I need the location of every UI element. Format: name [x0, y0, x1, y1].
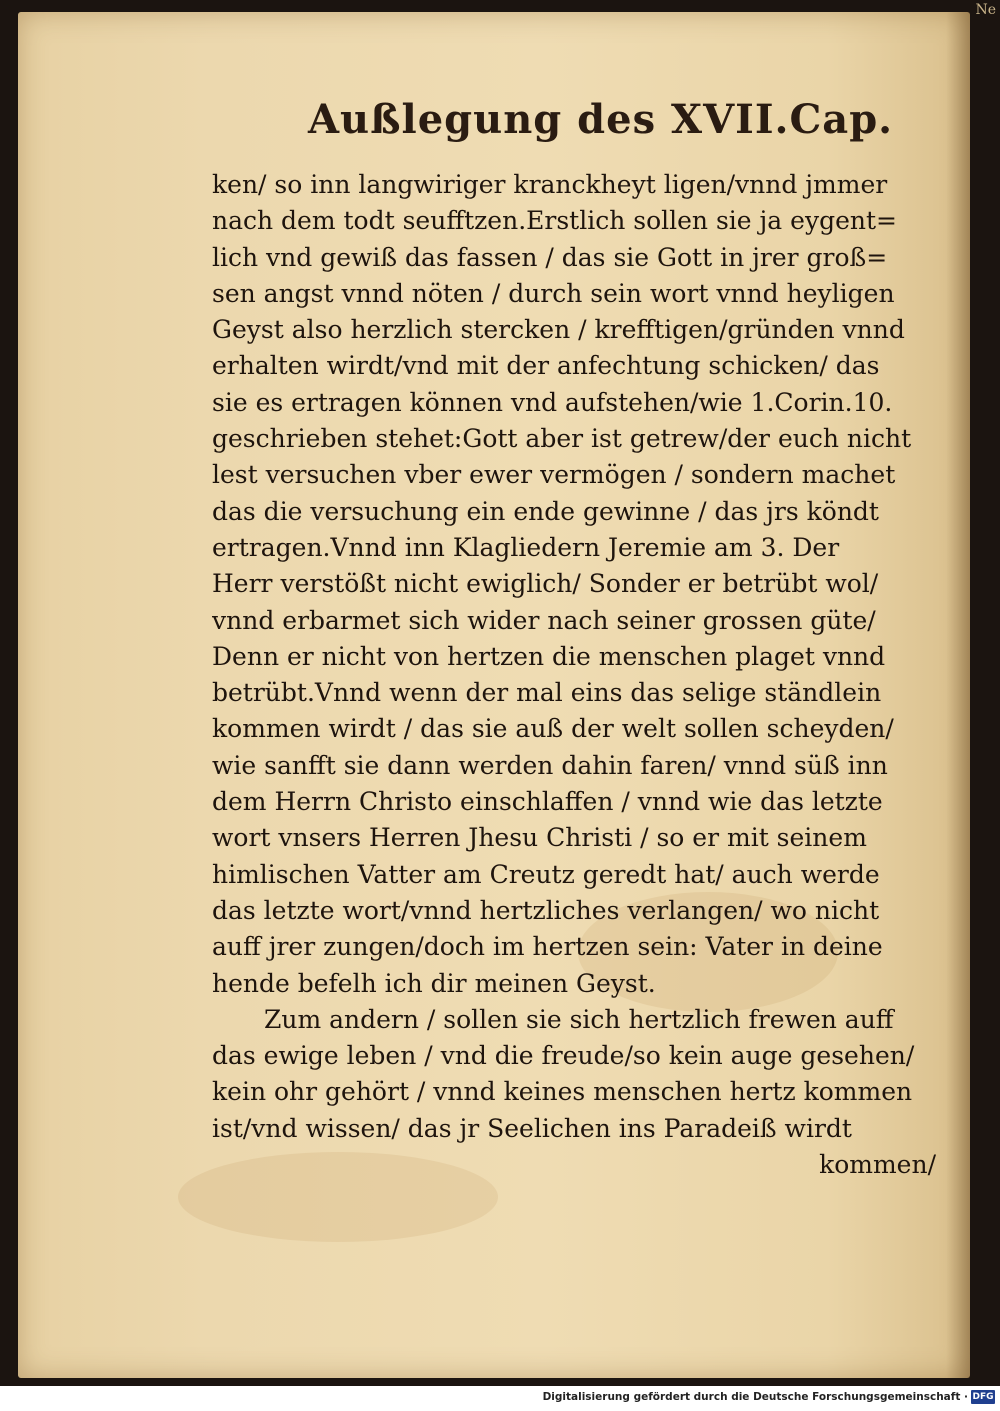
text-line: himlischen Vatter am Creutz geredt hat/ auch werde	[212, 859, 880, 889]
text-line: hende befelh ich dir meinen Geyst.	[212, 968, 656, 998]
text-line: sen angst vnnd nöten / durch sein wort vnnd heyligen	[212, 278, 895, 308]
text-line: das die versuchung ein ende gewinne / das jrs köndt	[212, 496, 879, 526]
text-line: kein ohr gehört / vnnd keines menschen hertz kommen	[212, 1077, 913, 1107]
text-line: wort vnsers Herren Jhesu Christi / so er mit seinem	[212, 823, 867, 853]
body-text	[212, 167, 936, 1183]
text-line: auff jrer zungen/doch im hertzen sein: Vater in deine	[212, 932, 883, 962]
text-line: lich vnd gewiß das fassen / das sie Gott in jrer groß=	[212, 242, 888, 272]
text-line: dem Herrn Christo einschlaffen / vnnd wie das letzte	[212, 787, 883, 817]
text-line: sie es ertragen können vnd aufstehen/wie 1.Corin.10.	[212, 387, 893, 417]
text-line: Denn er nicht von hertzen die menschen plaget vnnd	[212, 641, 886, 671]
page-edge-shadow	[946, 12, 970, 1378]
text-line: vnnd erbarmet sich wider nach seiner grossen güte/	[212, 605, 876, 635]
digitization-footer	[0, 1386, 1000, 1411]
text-line: ertragen.Vnnd inn Klagliedern Jeremie am 3. Der	[212, 532, 840, 562]
text-line: nach dem todt seufftzen.Erstlich sollen sie ja eygent=	[212, 206, 897, 236]
corner-mark: Ne	[975, 2, 996, 18]
text-line: ist/vnd wissen/ das jr Seelichen ins Paradeiß wirdt	[212, 1113, 852, 1143]
text-line: erhalten wirdt/vnd mit der anfechtung schicken/ das	[212, 351, 880, 381]
catchword: kommen/	[819, 1150, 936, 1180]
paragraph-start-line: Zum andern / sollen sie sich hertzlich frewen auff	[264, 1004, 894, 1034]
text-line: kommen wirdt / das sie auß der welt sollen scheyden/	[212, 714, 894, 744]
text-line: wie sanfft sie dann werden dahin faren/ vnnd süß inn	[212, 750, 888, 780]
footer-credit: Digitalisierung gefördert durch die Deutsche Forschungsgemeinschaft ·	[542, 1391, 968, 1403]
text-line: das ewige leben / vnd die freude/so kein auge gesehen/	[212, 1041, 915, 1071]
text-line: ken/ so inn langwiriger kranckheyt ligen/vnnd jmmer	[212, 170, 888, 199]
text-line: lest versuchen vber ewer vermögen / sondern machet	[212, 460, 896, 490]
text-line: Geyst also herzlich stercken / krefftigen/gründen vnnd	[212, 315, 905, 345]
text-line: Herr verstößt nicht ewiglich/ Sonder er betrübt wol/	[212, 569, 879, 599]
dfg-logo-icon: DFG	[972, 1392, 994, 1402]
text-line: geschrieben stehet:Gott aber ist getrew/der euch nicht	[212, 424, 912, 454]
running-header: Außlegung des XVII.Cap.	[308, 96, 894, 143]
text-line: betrübt.Vnnd wenn der mal eins das selige ständlein	[212, 678, 882, 708]
text-line: das letzte wort/vnnd hertzliches verlangen/ wo nicht	[212, 895, 880, 925]
